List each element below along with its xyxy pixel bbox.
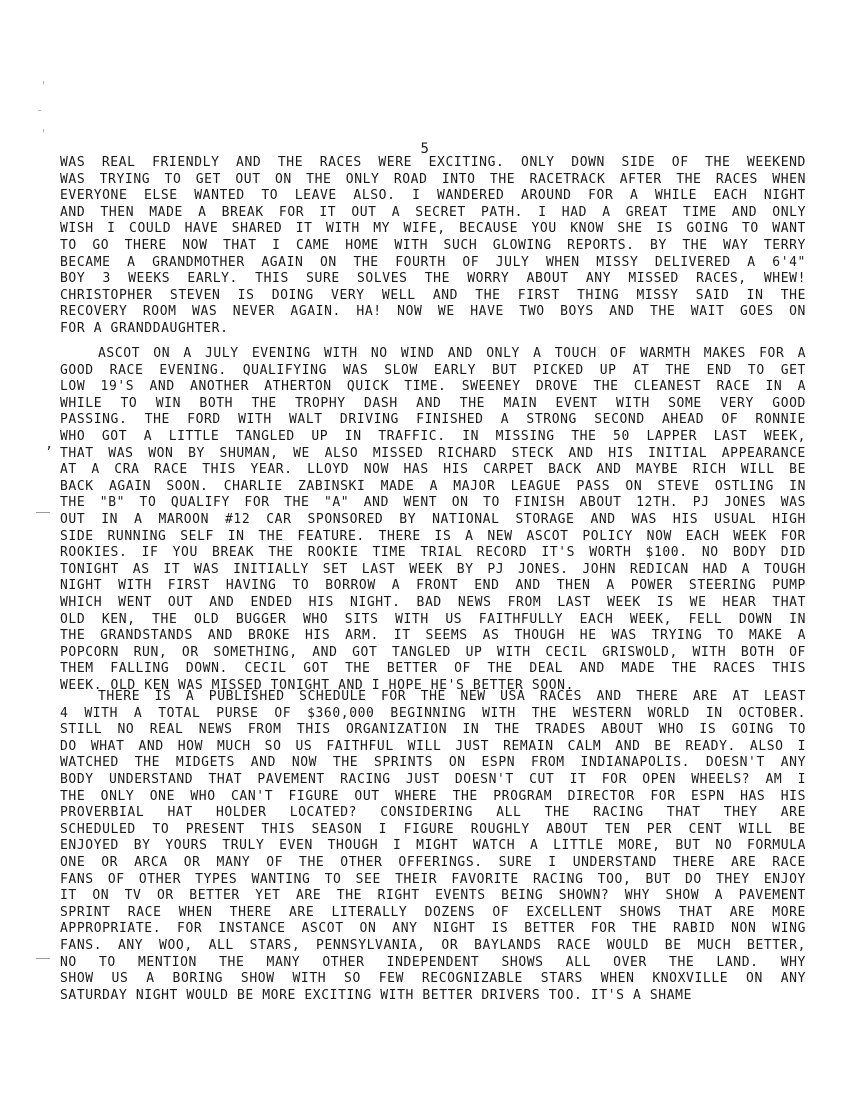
text-line: [60, 888, 806, 905]
text-line: [60, 288, 806, 305]
text-line: [60, 529, 806, 546]
text-line: [60, 379, 806, 396]
text-line: [60, 805, 806, 822]
text-line-content: WATCHED THE MIDGETS AND NOW THE SPRINTS ON ESPN FROM INDIANAPOLIS. DOESN'T ANY: [60, 755, 806, 771]
text-line: [60, 988, 806, 1005]
text-line: [60, 188, 806, 205]
text-line-content: TONIGHT AS IT WAS INITIALLY SET LAST WEEK BY PJ JONES. JOHN REDICAN HAD A TOUGH: [60, 561, 806, 577]
text-line: [60, 304, 806, 321]
paragraph-1: [60, 155, 806, 338]
text-line-content: ENJOYED BY YOURS TRULY EVEN THOUGH I MIGHT WATCH A LITTLE MORE, BUT NO FORMULA: [60, 838, 806, 854]
text-line: [60, 429, 806, 446]
text-line: [60, 661, 806, 678]
text-line: [60, 155, 806, 172]
text-line: [60, 412, 806, 429]
text-line-content: THE ONLY ONE WHO CAN'T FIGURE OUT WHERE THE PROGRAM DIRECTOR FOR ESPN HAS HIS: [60, 788, 806, 804]
text-line: [60, 872, 806, 889]
margin-dash-mark: [36, 512, 50, 513]
paragraph-2: [60, 346, 806, 694]
text-line-content: STILL NO REAL NEWS FROM THIS ORGANIZATION IN THE TRADES ABOUT WHO IS GOING TO: [60, 722, 806, 738]
text-line-content: AT A CRA RACE THIS YEAR. LLOYD NOW HAS HIS CARPET BACK AND MAYBE RICH WILL BE: [60, 462, 806, 478]
text-line: [60, 595, 806, 612]
text-line-content: RECOVERY ROOM WAS NEVER AGAIN. HA! NOW WE HAVE TWO BOYS AND THE WAIT GOES ON: [60, 304, 806, 320]
text-line: [60, 971, 806, 988]
text-line-content: SPRINT RACE WHEN THERE ARE LITERALLY DOZENS OF EXCELLENT SHOWS THAT ARE MORE: [60, 904, 806, 920]
text-line-content: OLD KEN, THE OLD BUGGER WHO SITS WITH US FAITHFULLY EACH WEEK, FELL DOWN IN: [60, 611, 806, 627]
text-line-content: AND THEN MADE A BREAK FOR IT OUT A SECRET PATH. I HAD A GREAT TIME AND ONLY: [60, 204, 806, 220]
text-line: [60, 822, 806, 839]
text-line-content: EVERYONE ELSE WANTED TO LEAVE ALSO. I WANDERED AROUND FOR A WHILE EACH NIGHT: [60, 188, 806, 204]
text-line-content: POPCORN RUN, OR SOMETHING, AND GOT TANGLED UP WITH CECIL GRISWOLD, WITH BOTH OF: [60, 644, 806, 660]
text-line-content: ASCOT ON A JULY EVENING WITH NO WIND AND ONLY A TOUCH OF WARMTH MAKES FOR A: [98, 346, 806, 361]
text-line: [60, 612, 806, 629]
text-line-content: IT ON TV OR BETTER YET ARE THE RIGHT EVENTS BEING SHOWN? WHY SHOW A PAVEMENT: [60, 888, 806, 904]
text-line-content: SCHEDULED TO PRESENT THIS SEASON I FIGURE ROUGHLY ABOUT TEN PER CENT WILL BE: [60, 821, 806, 837]
text-line: [60, 545, 806, 562]
text-line-content: TO GO THERE NOW THAT I CAME HOME WITH SUCH GLOWING REPORTS. BY THE WAY TERRY: [60, 237, 806, 253]
text-line: [60, 772, 806, 789]
text-line: [60, 855, 806, 872]
margin-speck: ': [40, 127, 48, 141]
text-line: [60, 221, 806, 238]
text-line-content: WHO GOT A LITTLE TANGLED UP IN TRAFFIC. IN MISSING THE 50 LAPPER LAST WEEK,: [60, 428, 806, 444]
text-line: [60, 755, 806, 772]
text-line: [60, 789, 806, 806]
page-number: 5: [420, 141, 430, 157]
text-line-content: BOY 3 WEEKS EARLY. THIS SURE SOLVES THE WORRY ABOUT ANY MISSED RACES, WHEW!: [60, 271, 806, 287]
text-line: [60, 645, 806, 662]
text-line: [60, 722, 806, 739]
text-line-content: PROVERBIAL HAT HOLDER LOCATED? CONSIDERING ALL THE RACING THAT THEY ARE: [60, 805, 806, 821]
text-line-content: THE "B" TO QUALIFY FOR THE "A" AND WENT ON TO FINISH ABOUT 12TH. PJ JONES WAS: [60, 495, 806, 511]
text-line: [60, 238, 806, 255]
text-line: [60, 462, 806, 479]
text-line-content: BACK AGAIN SOON. CHARLIE ZABINSKI MADE A MAJOR LEAGUE PASS ON STEVE OSTLING IN: [60, 478, 806, 494]
margin-comma-mark: ,: [45, 436, 54, 452]
text-line-content: 4 WITH A TOTAL PURSE OF $360,000 BEGINNING WITH THE WESTERN WORLD IN OCTOBER.: [60, 705, 806, 721]
text-line: [60, 172, 806, 189]
text-line: [60, 363, 806, 380]
text-line: [60, 838, 806, 855]
text-line: [60, 628, 806, 645]
margin-speck: ': [40, 79, 48, 93]
text-line: [60, 396, 806, 413]
text-line-content: FOR A GRANDDAUGHTER.: [60, 320, 229, 336]
margin-speck: -: [36, 103, 44, 117]
text-line: [60, 938, 806, 955]
text-line-content: THERE IS A PUBLISHED SCHEDULE FOR THE NEW USA RACES AND THERE ARE AT LEAST: [98, 689, 806, 704]
text-line: [60, 512, 806, 529]
text-line: [60, 321, 806, 338]
text-line-content: LOW 19'S AND ANOTHER ATHERTON QUICK TIME. SWEENEY DROVE THE CLEANEST RACE IN A: [60, 379, 806, 395]
text-line-content: THE GRANDSTANDS AND BROKE HIS ARM. IT SEEMS AS THOUGH HE WAS TRYING TO MAKE A: [60, 628, 806, 644]
text-line: [60, 905, 806, 922]
text-line: [60, 495, 806, 512]
text-line: [60, 346, 806, 363]
text-line-content: DO WHAT AND HOW MUCH SO US FAITHFUL WILL JUST REMAIN CALM AND BE READY. ALSO I: [60, 738, 806, 754]
text-line: [60, 562, 806, 579]
text-line: [60, 205, 806, 222]
text-line: [60, 446, 806, 463]
text-line-content: APPROPRIATE. FOR INSTANCE ASCOT ON ANY NIGHT IS BETTER FOR THE RABID NON WING: [60, 921, 806, 937]
text-line-content: NIGHT WITH FIRST HAVING TO BORROW A FRONT END AND THEN A POWER STEERING PUMP: [60, 578, 806, 594]
text-line-content: WHICH WENT OUT AND ENDED HIS NIGHT. BAD NEWS FROM LAST WEEK IS WE HEAR THAT: [60, 594, 806, 610]
text-line-content: ROOKIES. IF YOU BREAK THE ROOKIE TIME TRIAL RECORD IT'S WORTH $100. NO BODY DID: [60, 545, 806, 561]
text-line-content: WAS REAL FRIENDLY AND THE RACES WERE EXCITING. ONLY DOWN SIDE OF THE WEEKEND: [60, 155, 806, 170]
text-line-content: WISH I COULD HAVE SHARED IT WITH MY WIFE, BECAUSE YOU KNOW SHE IS GOING TO WANT: [60, 221, 806, 237]
text-line: [60, 271, 806, 288]
text-line: [60, 921, 806, 938]
text-line-content: GOOD RACE EVENING. QUALIFYING WAS SLOW EARLY BUT PICKED UP AT THE END TO GET: [60, 362, 806, 378]
text-line-content: SIDE RUNNING SELF IN THE FEATURE. THERE IS A NEW ASCOT POLICY NOW EACH WEEK FOR: [60, 528, 806, 544]
text-line-content: WAS TRYING TO GET OUT ON THE ONLY ROAD INTO THE RACETRACK AFTER THE RACES WHEN: [60, 171, 806, 187]
text-line: [60, 578, 806, 595]
text-line-content: NO TO MENTION THE MANY OTHER INDEPENDENT SHOWS ALL OVER THE LAND. WHY: [60, 954, 806, 970]
text-line-content: WHILE TO WIN BOTH THE TROPHY DASH AND THE MAIN EVENT WITH SOME VERY GOOD: [60, 395, 806, 411]
text-line-content: SATURDAY NIGHT WOULD BE MORE EXCITING WITH BETTER DRIVERS TOO. IT'S A SHAME: [60, 987, 692, 1003]
text-line: [60, 255, 806, 272]
paragraph-3: [60, 689, 806, 1004]
text-line: [60, 479, 806, 496]
text-line-content: CHRISTOPHER STEVEN IS DOING VERY WELL AND THE FIRST THING MISSY SAID IN THE: [60, 287, 806, 303]
text-line-content: BECAME A GRANDMOTHER AGAIN ON THE FOURTH OF JULY WHEN MISSY DELIVERED A 6'4": [60, 254, 806, 270]
text-line-content: BODY UNDERSTAND THAT PAVEMENT RACING JUST DOESN'T CUT IT FOR OPEN WHEELS? AM I: [60, 771, 806, 787]
text-line: [60, 955, 806, 972]
text-line-content: ONE OR ARCA OR MANY OF THE OTHER OFFERINGS. SURE I UNDERSTAND THERE ARE RACE: [60, 854, 806, 870]
text-line-content: THAT WAS WON BY SHUMAN, WE ALSO MISSED RICHARD STECK AND HIS INITIAL APPEARANCE: [60, 445, 806, 461]
text-line-content: OUT IN A MAROON #12 CAR SPONSORED BY NATIONAL STORAGE AND WAS HIS USUAL HIGH: [60, 511, 806, 527]
text-line: [60, 706, 806, 723]
text-line: [60, 689, 806, 706]
text-line-content: SHOW US A BORING SHOW WITH SO FEW RECOGNIZABLE STARS WHEN KNOXVILLE ON ANY: [60, 971, 806, 987]
text-line-content: THEM FALLING DOWN. CECIL GOT THE BETTER OF THE DEAL AND MADE THE RACES THIS: [60, 661, 806, 677]
text-line-content: PASSING. THE FORD WITH WALT DRIVING FINISHED A STRONG SECOND AHEAD OF RONNIE: [60, 412, 806, 428]
text-line-content: WEEK. OLD KEN WAS MISSED TONIGHT AND I HOPE HE'S BETTER SOON.: [60, 677, 575, 693]
text-line-content: FANS. ANY WOO, ALL STARS, PENNSYLVANIA, OR BAYLANDS RACE WOULD BE MUCH BETTER,: [60, 937, 806, 953]
text-line-content: FANS OF OTHER TYPES WANTING TO SEE THEIR FAVORITE RACING TOO, BUT DO THEY ENJOY: [60, 871, 806, 887]
margin-dash-mark: [36, 958, 50, 959]
text-line: [60, 739, 806, 756]
